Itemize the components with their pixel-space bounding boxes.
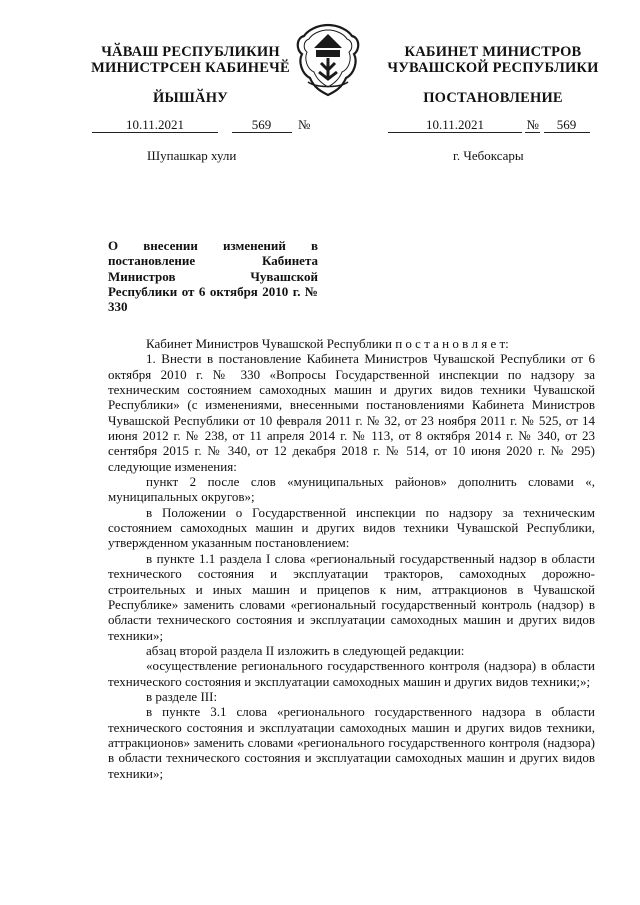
header-left-number-sign: № — [298, 117, 311, 132]
header-left-city: Шупашкар хули — [147, 148, 237, 163]
body-paragraph: Кабинет Министров Чувашской Республики п о с т а н о в л я е т: — [146, 336, 509, 351]
header-left-number: 569 — [232, 117, 292, 133]
body-paragraph: в разделе III: — [146, 688, 218, 704]
header-left-org-line2: МИНИСТРСЕН КАБИНЕЧӖ — [91, 60, 290, 76]
body-paragraph: «осуществление регионального государственного контроля (надзора) в области технического состояния и эксплуатации самоходных машин и других видов техники;»; — [108, 658, 595, 689]
header-right-city: г. Чебоксары — [453, 148, 524, 163]
body-paragraph: абзац второй раздела II изложить в следующей редакции: — [146, 642, 465, 658]
emblem-icon — [294, 22, 362, 98]
header-left-organization — [78, 44, 303, 76]
body-paragraph: в пункте 1.1 раздела I слова «региональный государственный надзор в области технического состояния и эксплуатации тракторов, самоходных дорожно-строительных и иных машин и прицепов к ним, аттракционов в Чувашской Республике» заменить словами «региональный государственный контроль (надзор) в области технического состояния и эксплуатации самоходных машин и других видов техники»; — [108, 550, 595, 643]
header-right-org-line1: КАБИНЕТ МИНИСТРОВ — [404, 44, 582, 60]
header-right-doc-type: ПОСТАНОВЛЕНИЕ — [423, 90, 563, 106]
document-title: О внесении изменений в постановление Кабинета Министров Чувашской Республики от 6 октября 2010 г. № 330 — [108, 238, 318, 315]
body-paragraph: пункт 2 после слов «муниципальных районов» дополнить словами «, муниципальных округов»; — [108, 474, 595, 505]
header-left-doc-type: ЙЫШӐНУ — [152, 90, 229, 106]
header-right-date: 10.11.2021 — [388, 117, 522, 133]
document-body — [108, 336, 595, 781]
header-left-org-line1: ЧӐВАШ РЕСПУБЛИКИН — [101, 44, 280, 60]
header-right-organization — [378, 44, 608, 76]
body-paragraph: в пункте 3.1 слова «регионального государственного надзора в области технического состояния и эксплуатации самоходных машин и других видов техники, аттракционов» заменить словами «регионального государственного контроля (надзора) в области технического состояния и эксплуатации самоходных машин и других видов техники»; — [108, 704, 595, 781]
header-left-date-number — [92, 117, 310, 133]
body-paragraph: 1. Внести в постановление Кабинета Министров Чувашской Республики от 6 октября 2010 г. № 330 «Вопросы Государственной инспекции по надзору за техническим состоянием самоходных машин и других видов техники Чувашской Республики» (с изменениями, внесенными постановлениями Кабинета Министров Чувашской Республики от 10 февраля 2011 г. № 32, от 23 ноября 2011 г. № 525, от 14 июня 2012 г. № 238, от 11 апреля 2014 г. № 113, от 8 октября 2014 г. № 340, от 23 сентября 2015 г. № 340, от 12 декабря 2018 г. № 514, от 10 июня 2020 г. № 295) следующие изменения: — [108, 351, 595, 474]
header-right-number: 569 — [544, 117, 590, 133]
header-right-org-line2: ЧУВАШСКОЙ РЕСПУБЛИКИ — [387, 60, 599, 76]
header-right-number-sign: № — [526, 117, 539, 132]
body-paragraph: в Положении о Государственной инспекции по надзору за техническим состоянием самоходных машин и других видов техники Чувашской Республики, утвержденном указанным постановлением: — [108, 504, 595, 551]
header-right-date-number — [388, 117, 590, 133]
header-left-date: 10.11.2021 — [92, 117, 218, 133]
